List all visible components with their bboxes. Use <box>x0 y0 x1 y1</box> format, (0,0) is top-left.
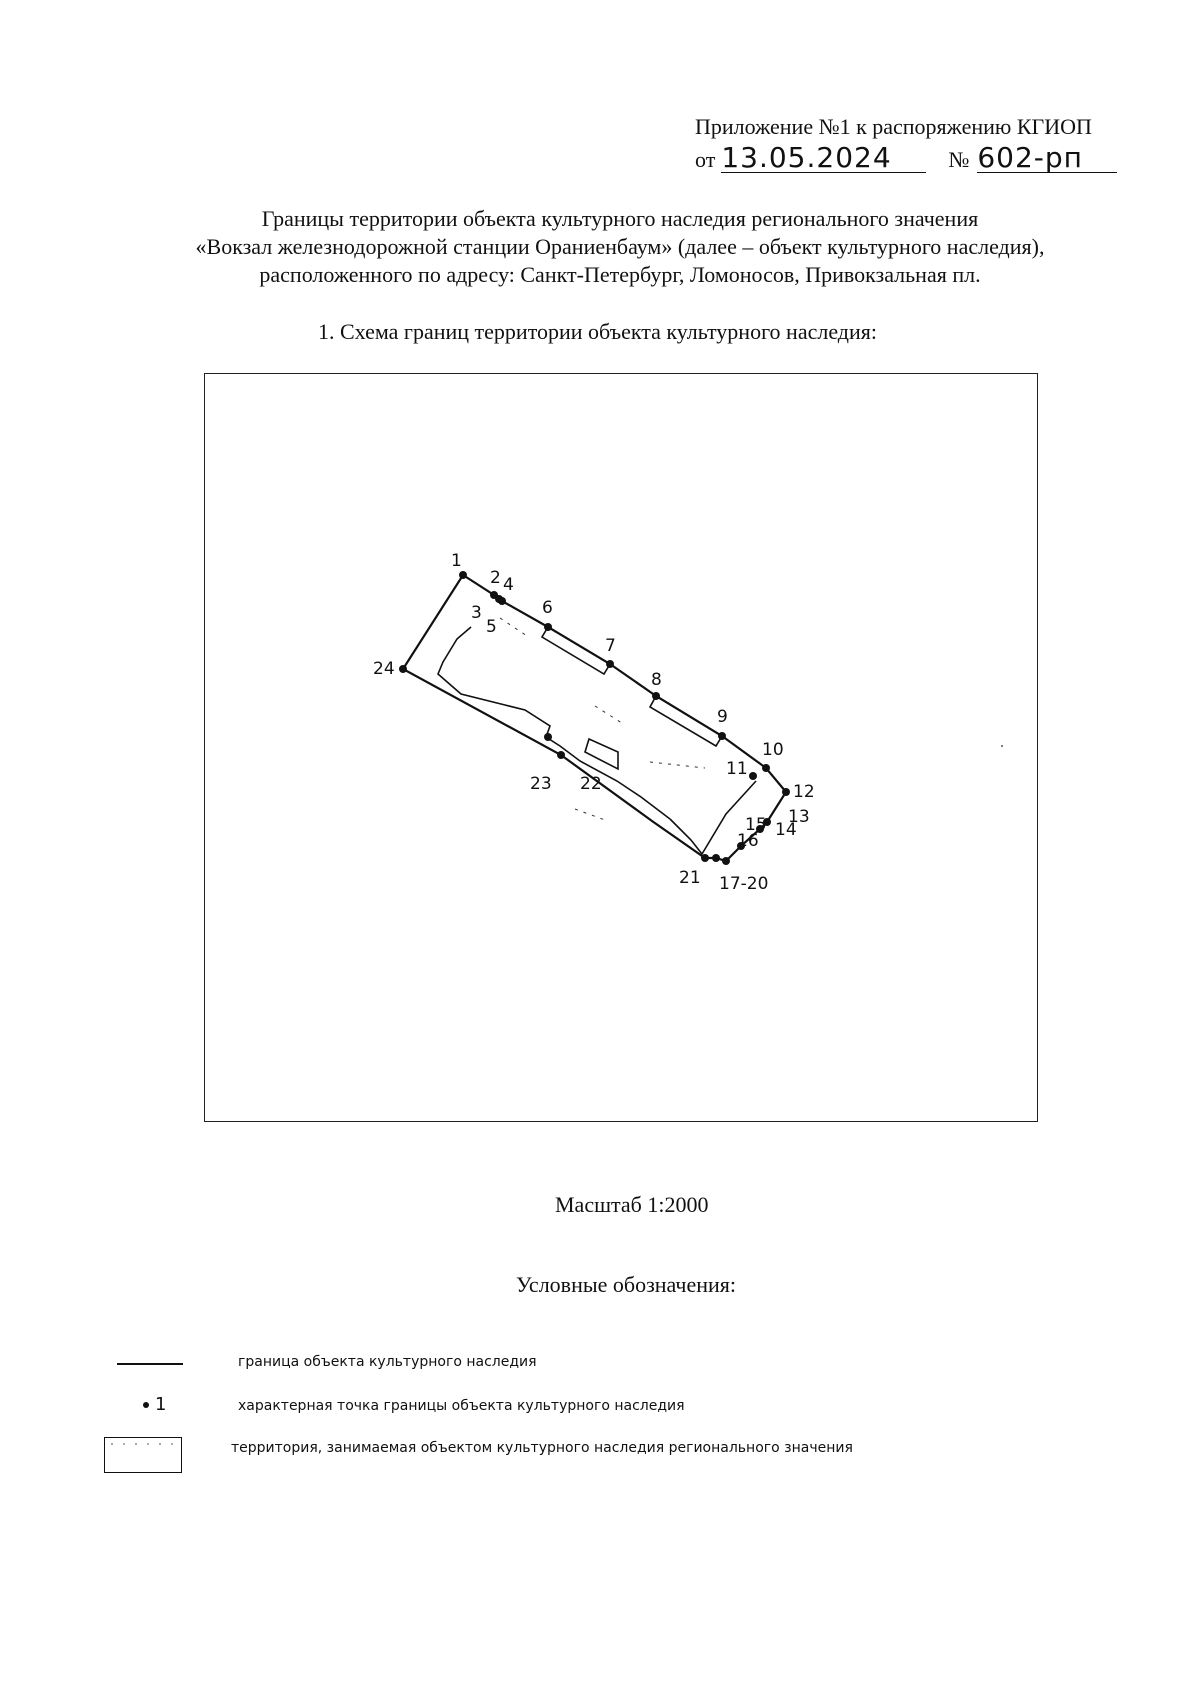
point-label-4: 4 <box>503 575 514 595</box>
boundary-point-11 <box>749 772 757 780</box>
boundary-point-4 <box>498 597 506 605</box>
heritage-object-footprint <box>438 627 756 854</box>
annex-rectangles <box>542 627 722 769</box>
heritage-boundary <box>403 575 786 861</box>
legend-boundary-line-label: граница объекта культурного наследия <box>238 1354 537 1370</box>
point-label-11: 11 <box>726 759 748 779</box>
boundary-point-17-20 <box>712 854 720 862</box>
order-number: 602-рп <box>977 144 1117 173</box>
point-label-6: 6 <box>542 598 553 618</box>
boundary-point-24 <box>399 665 407 673</box>
number-prefix: № <box>948 147 970 172</box>
point-label-13: 13 <box>788 807 810 827</box>
section-heading: 1. Схема границ территории объекта культурного наследия: <box>318 319 878 344</box>
point-labels <box>373 551 815 894</box>
point-label-23: 23 <box>530 774 552 794</box>
legend-boundary-line-symbol <box>117 1363 183 1365</box>
map-scale: Масштаб 1:2000 <box>555 1192 709 1217</box>
point-label-16: 16 <box>737 831 759 851</box>
point-label-14: 14 <box>775 820 797 840</box>
legend-heading: Условные обозначения: <box>516 1272 737 1297</box>
point-label-8: 8 <box>651 670 662 690</box>
title-line-2: «Вокзал железнодорожной станции Ораниенбаум» (далее – объект культурного наследия), <box>195 234 1045 259</box>
date-prefix: от <box>695 147 716 172</box>
boundary-point-9 <box>718 732 726 740</box>
map-speck <box>1001 745 1003 747</box>
appendix-line: Приложение №1 к распоряжению КГИОП <box>695 114 1092 139</box>
point-label-10: 10 <box>762 740 784 760</box>
point-label-5: 5 <box>486 617 497 637</box>
legend-point-symbol <box>143 1394 166 1415</box>
legend-territory-label: территория, занимаемая объектом культурного наследия регионального значения <box>231 1440 853 1456</box>
legend-point-label: характерная точка границы объекта культурного наследия <box>238 1398 685 1414</box>
point-label-24: 24 <box>373 659 395 679</box>
legend-territory-symbol <box>104 1437 182 1473</box>
boundary-point-16 <box>722 857 730 865</box>
point-label-12: 12 <box>793 782 815 802</box>
point-label-1: 1 <box>451 551 462 571</box>
point-dot-icon <box>143 1402 149 1408</box>
boundary-point-21 <box>701 854 709 862</box>
point-label-17-20: 17-20 <box>719 874 769 894</box>
point-label-21: 21 <box>679 868 701 888</box>
boundary-point-12 <box>782 788 790 796</box>
order-date-number <box>695 141 1117 174</box>
point-label-7: 7 <box>605 636 616 656</box>
boundary-point-10 <box>762 764 770 772</box>
boundary-point-22 <box>557 751 565 759</box>
boundary-point-23 <box>544 733 552 741</box>
boundary-point-8 <box>652 692 660 700</box>
boundary-map-svg <box>205 374 1039 1123</box>
point-label-3: 3 <box>471 603 482 623</box>
boundary-point-1 <box>459 571 467 579</box>
hatch-icon <box>105 1438 181 1452</box>
point-label-9: 9 <box>717 707 728 727</box>
point-label-22: 22 <box>580 774 602 794</box>
boundary-points <box>399 571 790 865</box>
boundary-map <box>204 373 1038 1122</box>
boundary-point-7 <box>606 660 614 668</box>
title-line-1: Границы территории объекта культурного наследия регионального значения <box>261 206 979 231</box>
document-title <box>0 205 1200 289</box>
title-line-3: расположенного по адресу: Санкт-Петербург, Ломоносов, Привокзальная пл. <box>259 262 981 287</box>
point-label-15: 15 <box>745 815 767 835</box>
legend-point-number: 1 <box>155 1394 167 1415</box>
boundary-point-6 <box>544 623 552 631</box>
order-date: 13.05.2024 <box>721 144 926 173</box>
point-label-2: 2 <box>490 568 501 588</box>
